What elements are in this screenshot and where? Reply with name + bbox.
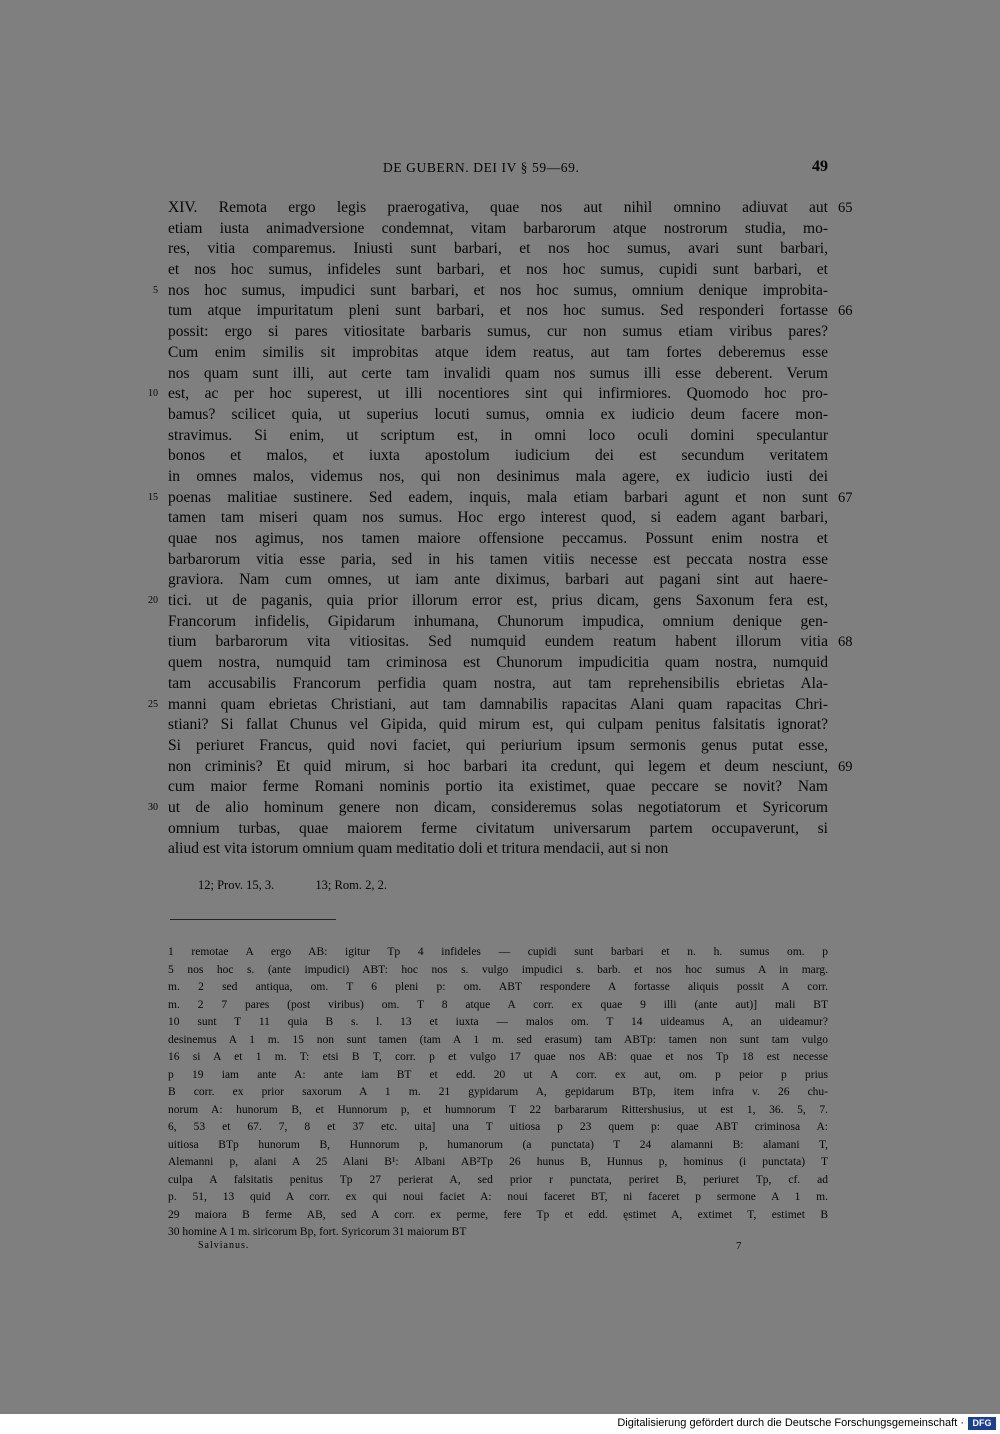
apparatus-line <box>168 1172 828 1190</box>
text-line-content: stiani? Si fallat Chunus vel Gipida, quid mirum est, qui culpam penitus falsitatis ignorat? <box>168 716 828 734</box>
signature-mark: Salvianus. <box>198 1240 250 1251</box>
apparatus-line-content: m. 2 7 pares (post viribus) om. T 8 atque A corr. ex quae 9 illi (ante aut)] mali BT <box>168 998 828 1011</box>
apparatus-line-content: B corr. ex prior saxorum A 1 m. 21 gypidarum A, gepidarum BTp, item infra v. 26 chu- <box>168 1086 828 1098</box>
text-line-content: nos quam sunt illi, aut certe tam invalidi quam nos sumus illi esse deberent. Verum <box>168 364 828 382</box>
apparatus-line <box>168 1224 828 1242</box>
scripture-references <box>198 878 425 893</box>
apparatus-line <box>168 997 828 1015</box>
line-number: 30 <box>148 801 158 813</box>
apparatus-line-content: p. 51, 13 quid A corr. ex qui noui faciet A: noui faceret BT, ni faceret p sermone A 1 m. <box>168 1191 828 1203</box>
apparatus-line-content: p 19 iam ante A: ante iam BT et edd. 20 ut A corr. ex aut, om. p peior p prius <box>168 1068 828 1081</box>
text-line-content: non criminis? Et quid mirum, si hoc barbari ita credunt, qui legem et deum nesciunt, <box>168 757 828 775</box>
text-line <box>153 281 828 302</box>
digitization-credit: Digitalisierung gefördert durch die Deutsche Forschungsgemeinschaft · <box>617 1417 964 1429</box>
apparatus-line-content: 5 nos hoc s. (ante impudici) ABT: hoc nos s. vulgo impudici s. barb. et nos hoc sumus A in marg. <box>168 963 828 976</box>
apparatus-line-content: 10 sunt T 11 quia B s. l. 13 et iuxta — malos om. T 14 uideamus A, an uideamur? <box>168 1016 828 1028</box>
text-line-content: XIV. Remota ergo legis praerogativa, quae nos aut nihil omnino adiuvat aut <box>168 199 828 216</box>
text-line <box>168 219 828 240</box>
text-line-content: quem nostra, numquid tam criminosa est Chunorum impudicitia quam nostra, numquid <box>168 654 828 672</box>
text-line <box>148 695 828 716</box>
text-line-content: aliud est vita istorum omnium quam meditatio doli et tritura mendacii, aut si non <box>168 840 669 858</box>
apparatus-line-content: 29 maiora B ferme AB, sed A corr. ex perme, fere Tp et edd. ęstimet A, extimet T, estimet B <box>168 1208 828 1221</box>
text-line <box>168 715 828 736</box>
line-number: 20 <box>148 595 158 607</box>
text-line <box>148 384 828 405</box>
line-number: 25 <box>148 698 158 710</box>
text-line-content: est, ac per hoc superest, ut illi nocentiores sint qui infirmiores. Quomodo hoc pro- <box>168 385 828 403</box>
text-line-content: omnium turbas, quae maiorem ferme civitatum universarum partem occupaverunt, si <box>168 819 828 837</box>
text-line <box>168 364 828 385</box>
text-line-content: Si periuret Francus, quid novi faciet, qui periurium ipsum sermonis genus putat esse, <box>168 736 828 754</box>
page-footer <box>198 1240 758 1256</box>
text-line-content: bamus? scilicet quia, ut superius locuti sumus, omnia ex iudicio deum facere mon- <box>168 405 828 423</box>
reference-item: 12; Prov. 15, 3. <box>198 878 275 892</box>
apparatus-line <box>168 1014 828 1032</box>
text-line <box>168 343 828 364</box>
text-line <box>168 632 853 653</box>
text-line-content: tum atque impuritatum pleni sunt barbari, et nos hoc sumus. Sed responderi fortasse <box>168 302 828 320</box>
text-line-content: tici. ut de paganis, quia prior illorum error est, prius dicam, gens Saxonum fera est, <box>168 592 828 610</box>
running-title: DE GUBERN. DEI IV § 59—69. <box>383 160 580 175</box>
apparatus-line-content: 6, 53 et 67. 7, 8 et 37 etc. uita] una T uitiosa p 23 quem p: quae ABT criminosa A: <box>168 1121 828 1133</box>
text-line <box>168 674 828 695</box>
apparatus-line <box>168 962 828 980</box>
text-line <box>168 839 828 860</box>
text-line-content: tam accusabilis Francorum perfidia quam nostra, aut tam reprehensibilis ebrietas Ala- <box>168 674 828 692</box>
text-line-content: ut de alio hominum genere non dicam, consideremus solas negotiatorum et Syricorum <box>168 798 828 816</box>
section-number: 67 <box>838 489 853 506</box>
text-line <box>168 426 828 447</box>
text-line-content: etiam iusta animadversione condemnat, vitam barbarorum atque nostrorum studia, mo- <box>168 219 828 237</box>
text-line <box>168 301 853 322</box>
text-line <box>168 322 828 343</box>
footnote-rule <box>170 919 336 920</box>
text-line <box>168 570 828 591</box>
text-line <box>168 260 828 281</box>
text-line <box>168 198 853 219</box>
text-line <box>168 736 828 757</box>
apparatus-line <box>168 979 828 997</box>
section-number: 66 <box>838 303 853 320</box>
text-line-content: res, vitia comparemus. Iniusti sunt barbari, et nos hoc sumus, avari sunt barbari, <box>168 240 828 258</box>
line-number: 10 <box>148 388 158 400</box>
apparatus-line-content: desinemus A 1 m. 15 non sunt tamen (tam A 1 m. sed erasum) tam ABTp: tamen non sunt tam vulgo <box>168 1033 828 1046</box>
apparatus-line <box>168 1154 828 1172</box>
text-line-content: tamen tam miseri quam nos sumus. Hoc ergo interest quod, si eadem agant barbari, <box>168 509 828 527</box>
text-line-content: graviora. Nam cum omnes, ut iam ante diximus, barbari aut pagani sint aut haere- <box>168 571 828 589</box>
text-line-content: tium barbarorum vita vitiositas. Sed numquid eundem reatum habent illorum vitia <box>168 633 828 651</box>
apparatus-line <box>168 1137 828 1155</box>
apparatus-line <box>168 1067 828 1085</box>
text-line <box>168 529 828 550</box>
apparatus-line-content: m. 2 sed antiqua, om. T 6 pleni p: om. ABT respondere A fortasse aliquis possit A corr. <box>168 981 828 993</box>
text-line-content: nos hoc sumus, impudici sunt barbari, et nos hoc sumus, omnium denique improbita- <box>168 281 828 299</box>
text-line <box>148 591 828 612</box>
sheet-number: 7 <box>736 1240 742 1252</box>
section-number: 69 <box>838 758 853 775</box>
dfg-logo-icon: DFG <box>968 1417 996 1430</box>
apparatus-line <box>168 1207 828 1225</box>
apparatus-line-content: Alemanni p, alani A 25 Alani B¹: Albani AB²Tp 26 hunus B, Hunnus p, hominus (i punctata) T <box>168 1156 828 1168</box>
page-number: 49 <box>812 158 828 175</box>
apparatus-line <box>168 1102 828 1120</box>
apparatus-line <box>168 1084 828 1102</box>
text-line <box>168 653 828 674</box>
apparatus-line <box>168 1049 828 1067</box>
text-line <box>148 798 828 819</box>
apparatus-line <box>168 1119 828 1137</box>
text-line-content: possit: ergo si pares vitiositate barbaris sumus, cur non sumus etiam viribus pares? <box>168 323 828 341</box>
text-line <box>148 488 853 509</box>
apparatus-line-content: norum A: hunorum B, et Hunnorum p, et humnorum T 22 barbararum Rittershusius, ut est 1, 36. 5, 7. <box>168 1103 828 1116</box>
section-number: 65 <box>838 200 853 216</box>
text-line <box>168 819 828 840</box>
running-head <box>168 158 828 180</box>
text-line-content: Cum enim similis sit improbitas atque idem reatus, aut tam fortes deberemus esse <box>168 343 828 361</box>
text-line <box>168 612 828 633</box>
apparatus-line <box>168 944 828 962</box>
text-line <box>168 757 853 778</box>
apparatus-line-content: 30 homine A 1 m. siricorum Bp, fort. Syricorum 31 maiorum BT <box>168 1226 467 1238</box>
line-number: 15 <box>148 491 158 503</box>
text-line-content: bonos et malos, et iuxta apostolum iudicium dei est secundum veritatem <box>168 447 828 465</box>
apparatus-line-content: 16 si A et 1 m. T: etsi B T, corr. p et vulgo 17 quae nos AB: quae et nos Tp 18 est necesse <box>168 1051 828 1063</box>
line-number: 5 <box>153 284 158 296</box>
text-line-content: barbarorum vitia esse paria, sed in his tamen vitiis necesse est peccata nostra esse <box>168 550 828 568</box>
text-line <box>168 405 828 426</box>
text-line-content: stravimus. Si enim, ut scriptum est, in omni loco oculi domini speculantur <box>168 426 828 444</box>
apparatus-line <box>168 1032 828 1050</box>
text-line-content: in omnes malos, videmus nos, qui non desinimus mala agere, ex iudicio iusti dei <box>168 467 828 485</box>
main-text <box>148 198 853 860</box>
text-line-content: cum maior ferme Romani nominis portio ita existimet, quae peccare se novit? Nam <box>168 778 828 796</box>
text-line <box>168 508 828 529</box>
apparatus-line <box>168 1189 828 1207</box>
critical-apparatus <box>168 944 828 1242</box>
text-line <box>168 777 828 798</box>
text-line <box>168 446 828 467</box>
text-line-content: manni quam ebrietas Christiani, aut tam damnabilis rapacitas Alani quam rapacitas Chri- <box>168 695 828 713</box>
digitization-bar <box>0 1414 1000 1434</box>
apparatus-line-content: uitiosa BTp hunorum B, Hunnorum p, humanorum (a punctata) T 24 alamanni B: alamani T, <box>168 1138 828 1151</box>
text-line-content: quae nos agimus, nos tamen maiore offensione peccamus. Possunt enim nostra et <box>168 530 828 547</box>
section-number: 68 <box>838 634 853 651</box>
apparatus-line-content: 1 remotae A ergo AB: igitur Tp 4 infideles — cupidi sunt barbari et n. h. sumus om. p <box>168 946 828 958</box>
text-line <box>168 467 828 488</box>
text-line <box>168 239 828 260</box>
text-line-content: poenas malitiae sustinere. Sed eadem, inquis, mala etiam barbari agunt et non sunt <box>168 488 828 506</box>
reference-item: 13; Rom. 2, 2. <box>315 878 387 892</box>
text-line <box>168 550 828 571</box>
apparatus-line-content: culpa A falsitatis penitus Tp 27 perierat A, sed prior r punctata, periret B, periuret Tp, cf. ad <box>168 1173 828 1186</box>
text-line-content: et nos hoc sumus, infideles sunt barbari, et nos hoc sumus, cupidi sunt barbari, et <box>168 261 828 279</box>
text-line-content: Francorum infidelis, Gipidarum inhumana, Chunorum impudica, omnium denique gen- <box>168 612 828 630</box>
